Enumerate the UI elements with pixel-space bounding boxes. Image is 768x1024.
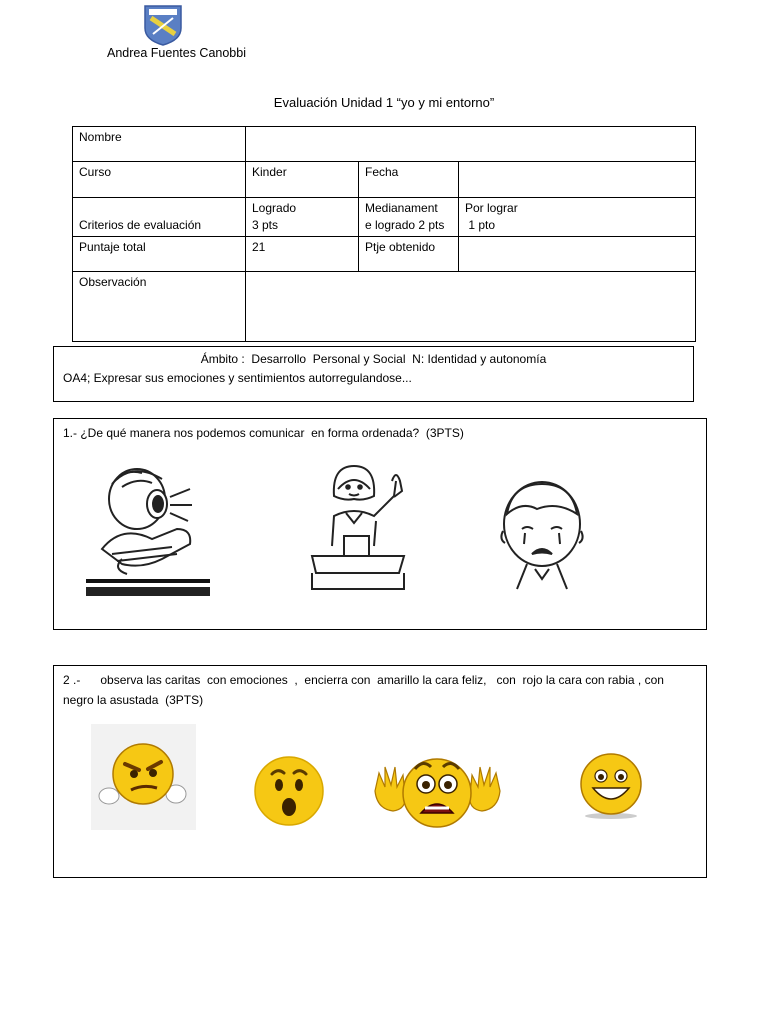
observacion-field[interactable] bbox=[246, 272, 696, 342]
school-logo bbox=[143, 4, 183, 46]
ambito-title: Ámbito : Desarrollo Personal y Social N: Identidad y autonomía bbox=[200, 352, 547, 366]
puntaje-value: 21 bbox=[246, 237, 359, 272]
logrado-line2: 3 pts bbox=[252, 218, 279, 232]
por-lograr-line1: Por lograr bbox=[465, 201, 518, 215]
ptje-obtenido-field[interactable] bbox=[459, 237, 696, 272]
evaluation-table bbox=[72, 126, 696, 342]
curso-label: Curso bbox=[73, 162, 246, 198]
nombre-field[interactable] bbox=[246, 127, 696, 162]
ptje-obtenido-label: Ptje obtenido bbox=[359, 237, 459, 272]
observacion-label: Observación bbox=[73, 272, 246, 342]
surprised-emoji-image bbox=[252, 754, 326, 828]
crying-child-image bbox=[497, 479, 587, 594]
happy-emoji-image bbox=[579, 752, 643, 820]
nombre-label: Nombre bbox=[73, 127, 246, 162]
question-1-text: 1.- ¿De qué manera nos podemos comunicar en forma ordenada? (3PTS) bbox=[63, 426, 464, 440]
question-2-line2: negro la asustada (3PTS) bbox=[63, 693, 204, 707]
page-title: Evaluación Unidad 1 “yo y mi entorno” bbox=[273, 95, 495, 110]
puntaje-label: Puntaje total bbox=[73, 237, 246, 272]
ambito-box bbox=[53, 346, 694, 402]
por-lograr-cell bbox=[459, 198, 696, 237]
question-2-line1: 2 .- observa las caritas con emociones , encierra con amarillo la cara feliz, con rojo la cara con rabia , con bbox=[63, 673, 664, 687]
scared-emoji-image bbox=[371, 751, 504, 833]
ambito-objective: OA4; Expresar sus emociones y sentimientos autorregulandose... bbox=[63, 371, 412, 385]
fecha-label: Fecha bbox=[359, 162, 459, 198]
question-1-box bbox=[53, 418, 707, 630]
criterios-label: Criterios de evaluación bbox=[73, 198, 246, 237]
logrado-cell bbox=[246, 198, 359, 237]
question-2-box bbox=[53, 665, 707, 878]
medianamente-cell bbox=[359, 198, 459, 237]
fecha-field[interactable] bbox=[459, 162, 696, 198]
medianamente-line2: e logrado 2 pts bbox=[365, 218, 445, 232]
medianamente-line1: Medianament bbox=[365, 201, 438, 215]
angry-emoji-image bbox=[91, 724, 196, 830]
curso-value: Kinder bbox=[246, 162, 359, 198]
hand-raising-child-image bbox=[304, 461, 414, 596]
logrado-line1: Logrado bbox=[252, 201, 297, 215]
shouting-child-image bbox=[82, 459, 214, 604]
por-lograr-line2: 1 pto bbox=[465, 218, 496, 232]
author-name: Andrea Fuentes Canobbi bbox=[107, 46, 246, 60]
